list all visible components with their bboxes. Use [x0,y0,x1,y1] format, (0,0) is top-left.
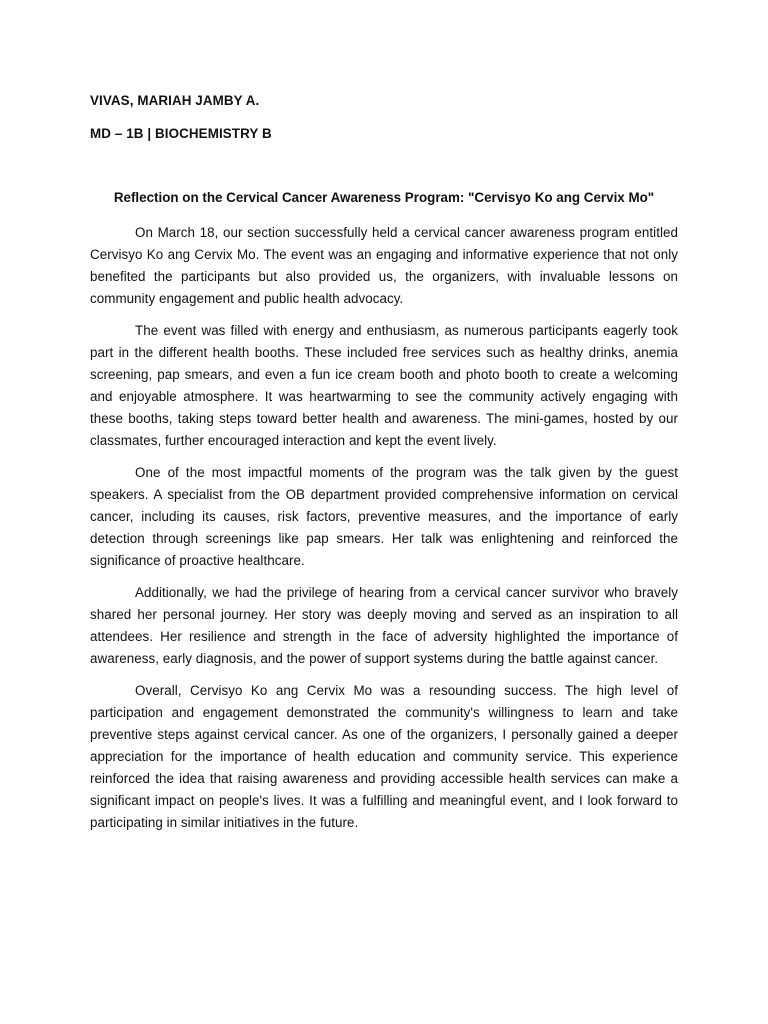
document-body [90,222,678,844]
body-paragraph: Overall, Cervisyo Ko ang Cervix Mo was a resounding success. The high level of participation and engagement demonstrated the community's willingness to learn and take preventive steps against cervical cancer. As one of the organizers, I personally gained a deeper appreciation for the importance of health education and community service. This experience reinforced the idea that raising awareness and providing accessible health services can make a significant impact on people's lives. It was a fulfilling and meaningful event, and I look forward to participating in similar initiatives in the future. [90,683,678,830]
body-paragraph: The event was filled with energy and enthusiasm, as numerous participants eagerly took part in the different health booths. These included free services such as healthy drinks, anemia screening, pap smears, and even a fun ice cream booth and photo booth to create a welcoming and enjoyable atmosphere. It was heartwarming to see the community actively engaging with these booths, taking steps toward better health and awareness. The mini-games, hosted by our classmates, further encouraged interaction and kept the event lively. [90,323,678,448]
course-section: MD – 1B | BIOCHEMISTRY B [90,126,272,141]
body-paragraph: Additionally, we had the privilege of hearing from a cervical cancer survivor who bravely shared her personal journey. Her story was deeply moving and served as an inspiration to all attendees. Her resilience and strength in the face of adversity highlighted the importance of awareness, early diagnosis, and the power of support systems during the battle against cancer. [90,585,678,666]
body-paragraph: One of the most impactful moments of the program was the talk given by the guest speakers. A specialist from the OB department provided comprehensive information on cervical cancer, including its causes, risk factors, preventive measures, and the importance of early detection through screenings like pap smears. Her talk was enlightening and reinforced the significance of proactive healthcare. [90,465,678,568]
author-name: VIVAS, MARIAH JAMBY A. [90,93,260,108]
document-title: Reflection on the Cervical Cancer Awareness Program: "Cervisyo Ko ang Cervix Mo" [113,190,655,205]
body-paragraph: On March 18, our section successfully held a cervical cancer awareness program entitled Cervisyo Ko ang Cervix Mo. The event was an engaging and informative experience that not only benefited the participants but also provided us, the organizers, with invaluable lessons on community engagement and public health advocacy. [90,225,678,306]
